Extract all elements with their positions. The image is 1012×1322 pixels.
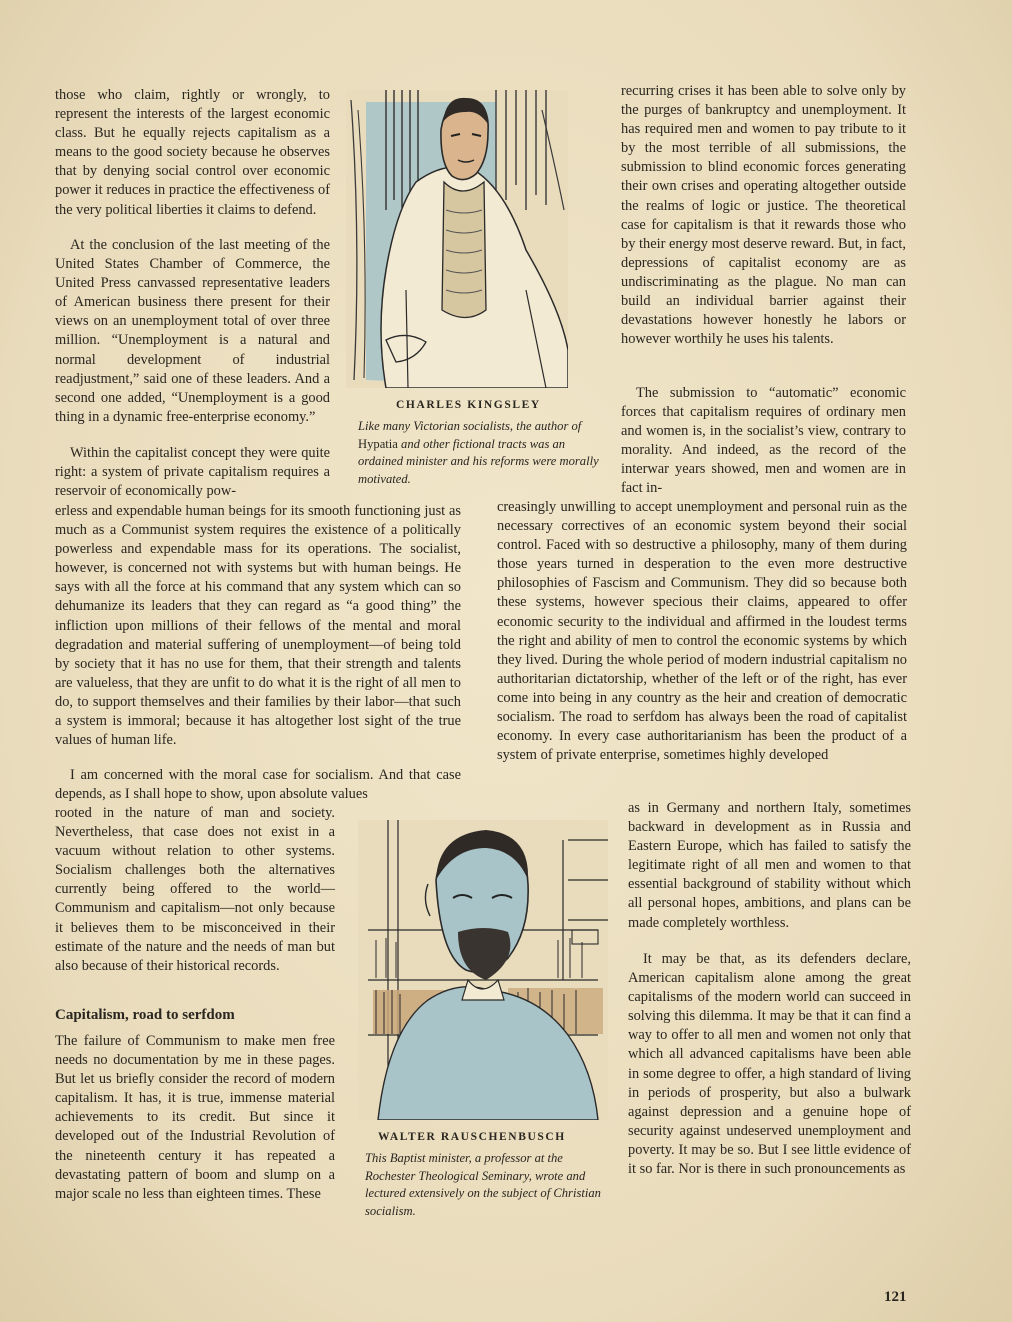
kingsley-caption: Like many Victorian socialists, the author of Hypatia and other fictional tracts was an ordained minister and his reforms were morally motivated. bbox=[358, 419, 599, 486]
body-paragraph: erless and expendable human beings for its smooth functioning just as much as a Communist system requires the existence of a politically powerless and expendable mass for its operations. The socialist, however, is concerned not with systems but with human beings. He says with all the force at his command that any system which can so dehumanize its leaders that they can regard as “a good thing” the infliction upon millions of their fellows of the mental and moral degradation and material suffering of unemployment—of being told by society that it has no use for them, that their strength and talents are valueless, that they are unfit to do what it is the right of all men to do, to support themselves and their families by their labor—that such a system is immoral; because it has altogether lost sight of the true values of human life. bbox=[55, 503, 461, 749]
charles-kingsley-illustration bbox=[346, 90, 568, 388]
page-number: 121 bbox=[884, 1289, 907, 1305]
body-paragraph: rooted in the nature of man and society. Nevertheless, that case does not exist in a vacuum without relation to other systems. Socialism challenges both the alternatives currently being offered to the world—Communism and capitalism—not only because it believes them to be misconceived in their estimate of the nature and the needs of man but also because of their historical records. bbox=[55, 805, 335, 974]
walter-rauschenbusch-portrait bbox=[358, 820, 608, 1120]
body-paragraph: recurring crises it has been able to solve only by the purges of bankruptcy and unemployment. It has required men and women to pay tribute to it by the most terrible of all submissions, the submission to blind economic forces generating their own crises and operating altogether outside the realms of logic or justice. The theoretical case for capitalism is that it rewards those who by their energy most deserve reward. But, in fact, depressions of capitalist economy are as undiscriminating as the plague. No man can build an individual barrier against their devastations however honestly he labors or however worthily he uses his talents. bbox=[621, 83, 906, 348]
body-paragraph: It may be that, as its defenders declare, American capitalism alone among the great capitalisms of the modern world can succeed in solving this dilemma. It may be that it can find a way to offer to all men and women not only that which all advanced capitalisms have been able in some degree to offer, a high standard of living in periods of prosperity, but also a bulwark against depression and a genuine hope of security against undeserved unemployment and poverty. It may be so. But I see little evidence of it so far. Nor is there in such pronouncements as bbox=[628, 951, 911, 1178]
body-paragraph: creasingly unwilling to accept unemployment and personal ruin as the necessary correctives of an economic system beyond their social control. Faced with so destructive a philosophy, many of them during those years turned in desperation to the even more destructive philosophies of Fascism and Communism. They did so because both these systems, however specious their claims, appeared to offer economic security to the individual and affirmed in the loudest terms the right and ability of men to control the economic systems by which they lived. During the whole period of modern industrial capitalism no authoritarian dictatorship, whether of the left or of the right, has ever come into being in any country as the heir and creation of democratic socialism. The road to serfdom has always been the road of capitalist economy. In every case authoritarianism has been the product of a system of private enterprise, sometimes highly developed bbox=[497, 499, 907, 764]
rauschenbusch-caption-name: WALTER RAUSCHENBUSCH bbox=[378, 1131, 566, 1143]
body-paragraph: Within the capitalist concept they were quite right: a system of private capitalism requires a reservoir of economically pow- bbox=[55, 445, 330, 500]
rauschenbusch-caption: This Baptist minister, a professor at the Rochester Theological Seminary, wrote and lectured extensively on the subject of Christian socialism. bbox=[365, 1151, 601, 1218]
section-subheading: Capitalism, road to serfdom bbox=[55, 1007, 235, 1023]
body-paragraph: those who claim, rightly or wrongly, to represent the interests of the largest economic class. But he equally rejects capitalism as a means to the good society because he observes that by denying social control over economic power it reduces in practice the effectiveness of the very political liberties it claims to defend. bbox=[55, 87, 330, 218]
body-paragraph: The failure of Communism to make men free needs no documentation by me in these pages. But let us briefly consider the record of modern capitalism. It has, it is true, immense material achievements to its credit. But since it developed out of the Industrial Revolution of the nineteenth century it has repeated a devastating pattern of boom and slump on a major scale no less than eighteen times. These bbox=[55, 1033, 335, 1202]
body-paragraph: as in Germany and northern Italy, sometimes backward in development as in Russia and Eastern Europe, which has failed to satisfy the legitimate right of all men and women to that essential background of stability without which all personal hopes, ambitions, and plans can be made completely worthless. bbox=[628, 800, 911, 931]
walter-rauschenbusch-illustration bbox=[358, 820, 608, 1120]
body-paragraph: The submission to “automatic” economic forces that capitalism requires of ordinary men and women is, in the socialist’s view, contrary to morality. And indeed, as the record of the interwar years showed, men and women are in fact in- bbox=[621, 385, 906, 497]
charles-kingsley-portrait bbox=[346, 90, 568, 388]
body-paragraph: I am concerned with the moral case for socialism. And that case depends, as I shall hope to show, upon absolute values bbox=[55, 767, 461, 803]
body-paragraph: At the conclusion of the last meeting of the United States Chamber of Commerce, the United Press canvassed representative leaders of American business there present for their views on an unemployment total of over three million. “Unemployment is a natural and normal development of industrial readjustment,” said one of these leaders. And a second one added, “Unemployment is a good thing in a dynamic free-enterprise economy.” bbox=[55, 237, 330, 425]
kingsley-caption-name: CHARLES KINGSLEY bbox=[396, 399, 541, 411]
